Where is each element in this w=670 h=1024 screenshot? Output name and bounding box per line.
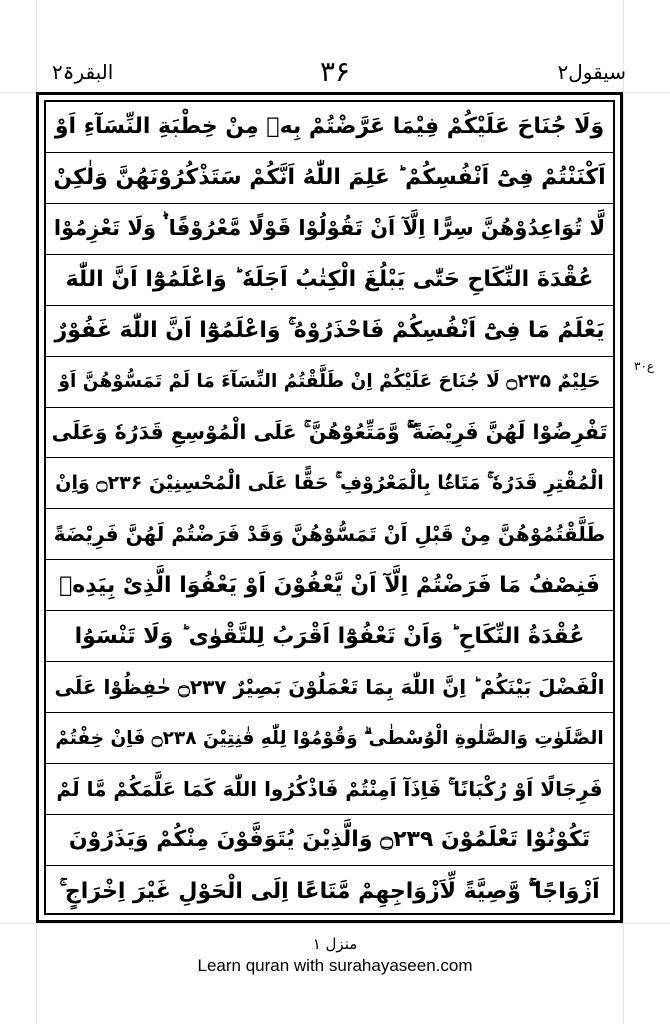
text-line: الْمُقْتِرِ قَدَرُهٗ ۚ مَتَاعًۢا بِالْمَعْرُوْفِ ۚ حَقًّا عَلَی الْمُحْسِنِیْنَ ۝۲۳۶ وَاِنْ xyxy=(46,458,613,509)
surah-name: البقرۃ۲ xyxy=(52,60,114,84)
text-line: عُقْدَةَ النِّکَاحِ حَتّٰی یَبْلُغَ الْکِتٰبُ اَجَلَهٗ ؕ وَاعْلَمُوْٓا اَنَّ اللّٰهَ xyxy=(46,255,613,306)
manzil-label: منزل ۱ xyxy=(312,935,358,953)
text-line: فَرِجَالًا اَوْ رُکْبَانًا ۚ فَاِذَآ اَمِنْتُمْ فَاذْکُرُوا اللّٰهَ کَمَا عَلَّمَکُمْ مَّا لَمْ xyxy=(46,764,613,815)
text-lines xyxy=(46,102,613,913)
guide-line-bottom xyxy=(0,923,670,924)
text-line: طَلَّقْتُمُوْهُنَّ مِنْ قَبْلِ اَنْ تَمَسُّوْهُنَّ وَقَدْ فَرَضْتُمْ لَهُنَّ فَرِیْضَةً xyxy=(46,509,613,560)
ruku-marker: ع۳۰ xyxy=(633,359,655,373)
text-line: تَکُوْنُوْا تَعْلَمُوْنَ ۝۲۳۹ وَالَّذِیْنَ یُتَوَفَّوْنَ مِنْکُمْ وَیَذَرُوْنَ xyxy=(46,815,613,866)
text-frame xyxy=(44,100,615,915)
text-line: تَفْرِضُوْا لَهُنَّ فَرِیْضَةً ۖۚ وَّمَتِّعُوْهُنَّ ۚ عَلَی الْمُوْسِعِ قَدَرُهٗ وَعَلَی xyxy=(46,408,613,459)
text-line: یَعْلَمُ مَا فِیْٓ اَنْفُسِکُمْ فَاحْذَرُوْهُ ۚ وَاعْلَمُوْٓا اَنَّ اللّٰهَ غَفُوْرٌ xyxy=(46,306,613,357)
sipara-name: سیقول۲ xyxy=(557,60,626,84)
text-line: الْفَضْلَ بَیْنَکُمْ ؕ اِنَّ اللّٰهَ بِمَا تَعْمَلُوْنَ بَصِیْرٌ ۝۲۳۷ حٰفِظُوْا عَلَی xyxy=(46,662,613,713)
text-line: اَزْوَاجًا ۚۖ وَّصِیَّةً لِّاَزْوَاجِهِمْ مَّتَاعًا اِلَی الْحَوْلِ غَیْرَ اِخْرَاجٍ ۚ xyxy=(59,878,600,904)
text-line: حَلِیْمٌ ۝۲۳۵ لَا جُنَاحَ عَلَیْکُمْ اِنْ طَلَّقْتُمُ النِّسَآءَ مَا لَمْ تَمَسُّوْهُنَّ اَوْ xyxy=(46,357,613,408)
guide-line-right xyxy=(623,0,624,1024)
page-number: ۳۶ xyxy=(319,55,351,88)
footer-text: Learn quran with surahayaseen.com xyxy=(197,956,473,975)
text-line: الصَّلَوٰتِ وَالصَّلٰوةِ الْوُسْطٰی ۗ وَقُوْمُوْا لِلّٰهِ قٰنِتِیْنَ ۝۲۳۸ فَاِنْ خِفْتُمْ xyxy=(46,713,613,764)
text-line: عُقْدَةُ النِّکَاحِ ؕ وَاَنْ تَعْفُوْٓا اَقْرَبُ لِلتَّقْوٰی ؕ وَلَا تَنْسَوُا xyxy=(46,611,613,662)
page-frame xyxy=(36,92,623,923)
text-line: فَنِصْفُ مَا فَرَضْتُمْ اِلَّآ اَنْ یَّعْفُوْنَ اَوْ یَعْفُوَا الَّذِیْ بِیَدِهٖ xyxy=(46,560,613,611)
text-line: وَلَا جُنَاحَ عَلَیْکُمْ فِیْمَا عَرَّضْتُمْ بِهٖ مِنْ خِطْبَةِ النِّسَآءِ اَوْ xyxy=(46,102,613,153)
text-line: لَّا تُوَاعِدُوْهُنَّ سِرًّا اِلَّآ اَنْ تَقُوْلُوْا قَوْلًا مَّعْرُوْفًا ۬ؕ وَلَا تَعْزِمُوْا xyxy=(46,204,613,255)
text-line: اَکْنَنْتُمْ فِیْٓ اَنْفُسِکُمْ ؕ عَلِمَ اللّٰهُ اَنَّکُمْ سَتَذْکُرُوْنَهُنَّ وَلٰکِنْ xyxy=(46,153,613,204)
